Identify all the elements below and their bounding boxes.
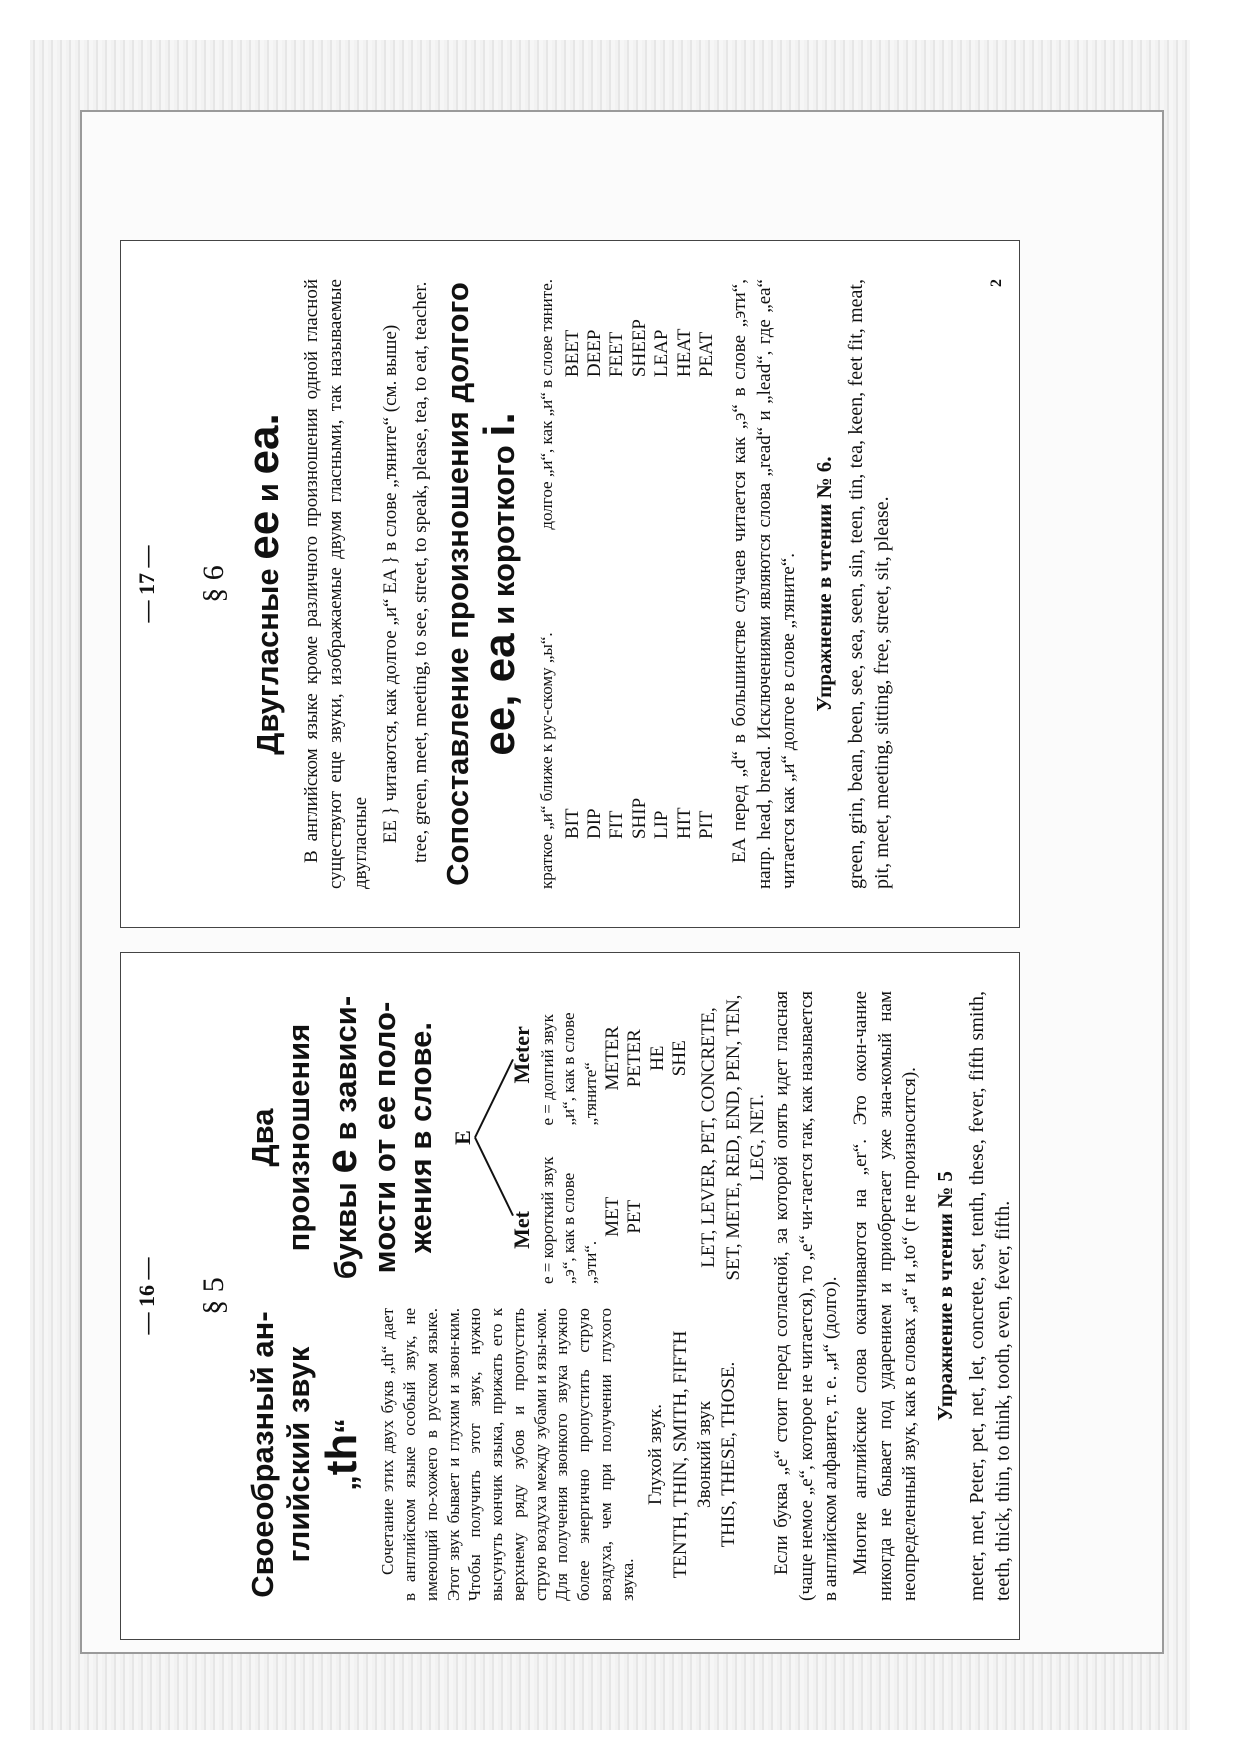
th-heading: Своеобразный ан- глийский звук „th“ xyxy=(245,1311,366,1598)
e-diagram xyxy=(449,991,537,1284)
exercise-5-text: meter, met, Peter, pet, net, let, concrete, set, tenth, these, fever, fifth smith, teeth, thick, thin, to think, tooth, even, fever, fifth. xyxy=(966,991,1014,1601)
examples-line: tree, green, meet, meeting, to see, street, to speak, please, tea, to eat, teacher. xyxy=(410,281,432,863)
th-paragraph: Сочетание этих двух букв „th“ дает в английском языке особый звук, не имеющий по-хожего в русском языке. Этот звук бывает и глухим и звон-ким. Чтобы получить этот звук, нужно высунуть кончик языка, прижать его к верхнему ряду зубов и пропустить струю воздуха между зубами и язы-ком. Для получения звонкого звука нужно более энергично пропустить струю воздуха, чем при получении глухого звука. xyxy=(378,1308,637,1601)
book-spread xyxy=(120,240,1020,1640)
compare-descriptions xyxy=(536,279,558,889)
voiced-label: Звонкий звук xyxy=(693,1401,715,1508)
page-number: — 16 — xyxy=(134,1257,159,1335)
er-paragraph: Многие английские слова оканчиваются на „er“. Это окон-чание никогда не бывает под ударением и приобретает уже зна-комый нам неопределенный звук, как в словах „a“ и „to“ (г не произносится). xyxy=(850,991,920,1601)
diagram-right: Meter xyxy=(509,1026,535,1084)
e-column xyxy=(239,991,770,1284)
diagram-top: E xyxy=(449,1130,475,1145)
voiceless-label: Глухой звук. xyxy=(645,1403,667,1506)
ee-ea-rule: EE } читаются, как долгое „и“ EA } в слове „тяните“ (см. выше) xyxy=(379,324,401,844)
exercise-5-title: Упражнение в чтении № 5 xyxy=(933,1171,958,1421)
exercise-6-text: green, grin, bean, been, see, sea, seen, sin, teen, tin, tea, keen, feet fit, meat, pit, meet, meeting, sitting, free, street, sit, please. xyxy=(845,279,893,889)
page-17 xyxy=(120,240,1020,928)
long-e-words: METER PETER HE SHE xyxy=(601,1026,691,1091)
two-columns xyxy=(239,991,770,1601)
voiced-words: THIS, THESE, THOSE. xyxy=(718,1361,740,1548)
short-e-words: MET PET xyxy=(601,1196,646,1237)
intro-paragraph: В английском языке кроме различного произношения одной гласной существуют еще звуки, изображаемые двумя гласными, так называемые двугласные xyxy=(300,279,371,889)
short-e-list: LET, LEVER, PET, CONCRETE, SET, METE, RED, END, PEN, TEN, LEG, NET. xyxy=(698,994,769,1281)
voiceless-words: TENTH, THIN, SMITH, FIFTH xyxy=(669,1330,691,1579)
compare-heading: Сопоставление произношения долгого ee, ea и короткого i. xyxy=(439,282,525,886)
short-i-desc: краткое „и“ ближе к рус-скому „ы“. xyxy=(536,632,556,889)
mute-e-paragraph: Если буква „e“ стоит перед согласной, за которой опять идет гласная (чаще немое „e“, которое не читается), то „e“ чи-тается так, как называется в английском алфавите, т. е. „и“ (долго). xyxy=(771,991,841,1601)
diagram-left: Met xyxy=(509,1210,535,1249)
page-number: — 17 — xyxy=(134,545,159,623)
section-number: § 5 xyxy=(197,1277,230,1315)
ea-d-paragraph: EA перед „d“ в большинстве случаев читается как „э“ в слове „эти“, напр. head, bread. Исключениями являются слова „read“ и „lead“, где „ea“ читается как „и“ долгое в слове „тяните“. xyxy=(729,279,799,889)
long-i-words: BEET DEEP FEET SHEEP LEAP HEAT PEAT xyxy=(561,319,717,378)
section-number: § 6 xyxy=(197,565,230,603)
e-heading: Два произношения буквы e в зависи- мости от ее поло- жения в слове. xyxy=(245,995,438,1280)
long-e-desc: e = долгий звук „и“, как в слове „тяните“ xyxy=(537,1012,601,1126)
short-i-words: BIT DIP FIT SHIP LIP HIT PIT xyxy=(561,797,717,839)
long-i-desc: долгое „и“, как „и“ в слове тяните. xyxy=(536,279,556,530)
signature-mark: 2 xyxy=(987,279,1005,287)
compare-table xyxy=(562,319,719,839)
e-examples xyxy=(537,991,692,1284)
page-16 xyxy=(120,952,1020,1640)
short-e-desc: e = короткий звук „э“, как в слове „эти“. xyxy=(537,1156,601,1284)
th-column xyxy=(239,1308,770,1601)
diphthong-heading: Двугласные ee и ea. xyxy=(239,413,289,755)
exercise-6-title: Упражнение в чтении № 6. xyxy=(812,456,837,712)
